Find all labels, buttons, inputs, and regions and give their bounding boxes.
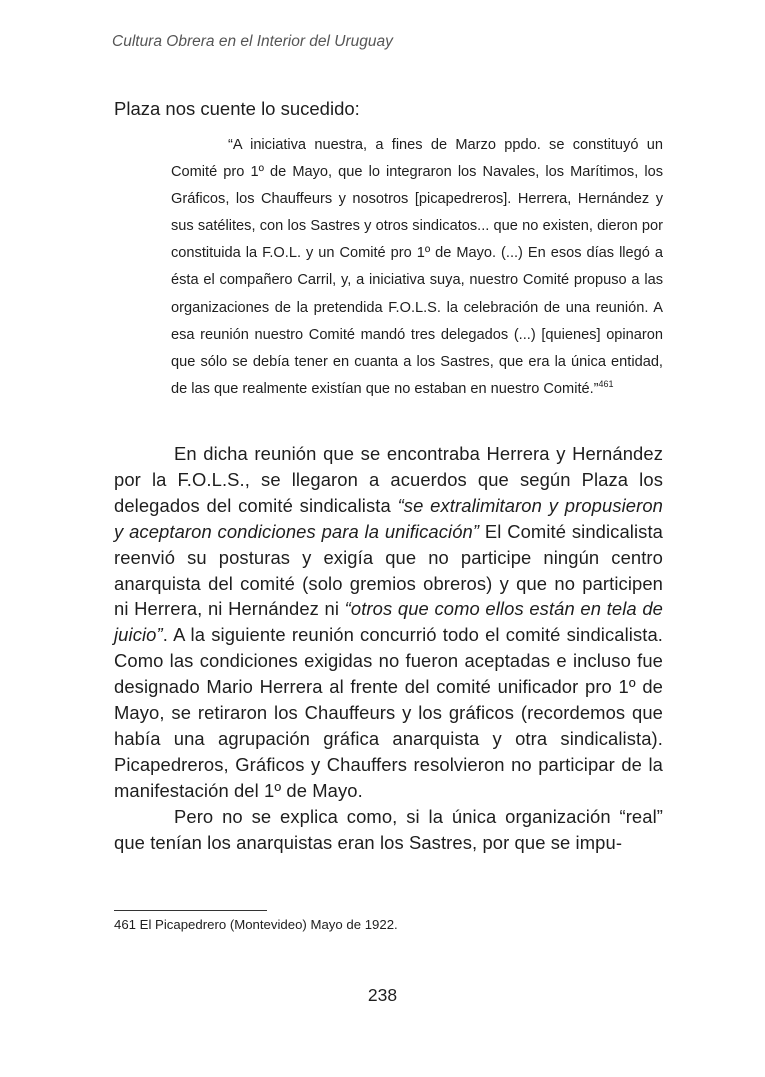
body-text-segment: . A la siguiente reunión concurrió todo el comité sindicalista. Como las condiciones exigidas no fueron aceptadas e incluso fue designado Mario Herrera al frente del comité unificador pro 1º de Mayo, se retiraron los Chauffeurs y los gráficos (recordemos que había una agrupación gráfica anarquista y otra sindicalista). Picapedreros, Gráficos y Chauffers resolvieron no participar de la manifestación del 1º de Mayo.	[114, 624, 663, 801]
running-header: Cultura Obrera en el Interior del Uruguay	[112, 33, 393, 50]
footnote-reference[interactable]: 461	[598, 378, 614, 389]
body-text	[114, 441, 663, 856]
quote-text: “A iniciativa nuestra, a fines de Marzo ppdo. se constituyó un Comité pro 1º de Mayo, que lo integraron los Navales, los Marítimos, los Gráficos, los Chauffeurs y nosotros [picapedreros]. Herrera, Hernández y sus satélites, con los Sastres y otros sindicatos... que no existen, dieron por constituida la F.O.L. y un Comité pro 1º de Mayo. (...) En esos días llegó a ésta el compañero Carril, y, a iniciativa suya, nuestro Comité propuso a las organizaciones de la pretendida F.O.L.S. la celebración de una reunión. A esa reunión nuestro Comité mandó tres delegados (...) [quienes] opinaron que sólo se debía tener en cuanta a los Sastres, que era la única entidad, de las que realmente existían que no estaban en nuestro Comité.”	[171, 137, 663, 397]
body-paragraph: Pero no se explica como, si la única organización “real” que tenían los anarquistas eran los Sastres, por que se impu-	[114, 805, 663, 853]
footnote: 461 El Picapedrero (Montevideo) Mayo de 1922.	[114, 917, 398, 932]
page-number: 238	[367, 985, 398, 1005]
italic-quote: “se extralimitaron y propusieron y aceptaron condiciones para la unificación”	[114, 494, 664, 542]
body-text-segment: El Comité sindicalista reenvió su posturas y exigía que no participe ningún centro anarquista del comité (solo gremios obreros) y que no participen ni Herrera, ni Hernández ni	[114, 520, 663, 620]
block-quote	[171, 132, 663, 403]
lead-paragraph: Plaza nos cuente lo sucedido:	[114, 98, 360, 119]
italic-quote: “otros que como ellos están en tela de juicio”	[114, 598, 663, 646]
body-text-segment: En dicha reunión que se encontraba Herrera y Hernández por la F.O.L.S., se llegaron a acuerdos que según Plaza los delegados del comité sindicalista	[114, 443, 663, 516]
footnote-divider	[114, 910, 267, 911]
body-paragraph	[114, 441, 663, 804]
